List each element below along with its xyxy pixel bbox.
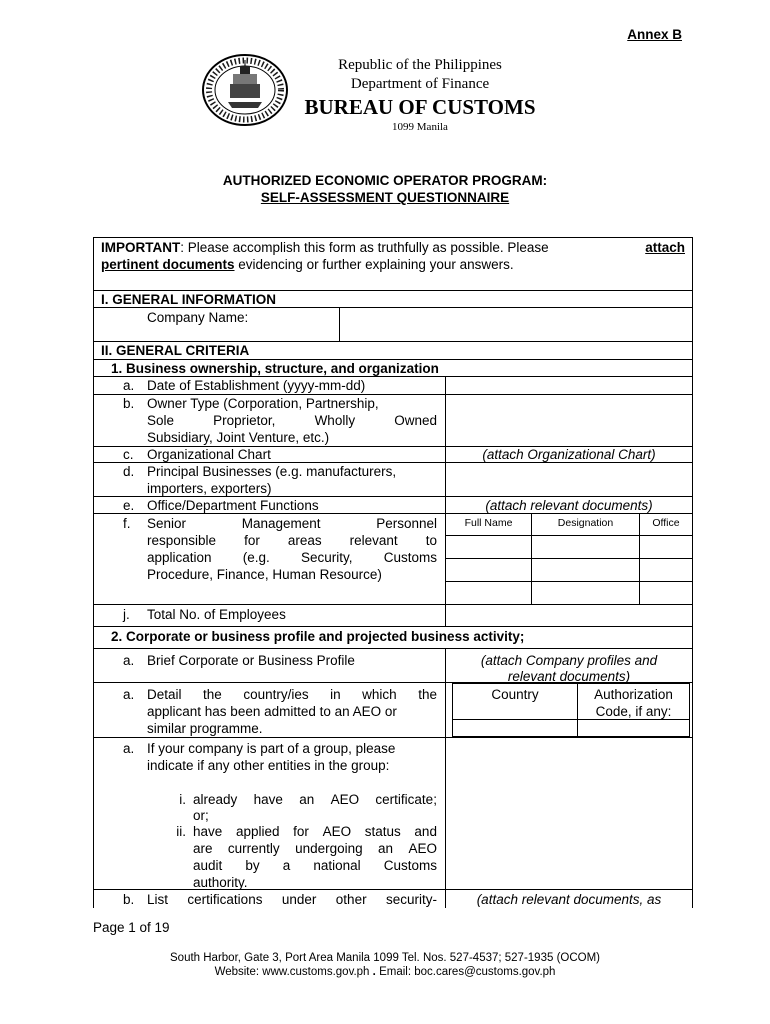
aeo-certificate-line2: or; <box>193 808 209 823</box>
section-general-criteria: II. GENERAL CRITERIA <box>101 343 250 358</box>
annex-label: Annex B <box>627 27 682 42</box>
city-text: 1099 Manila <box>392 121 448 133</box>
republic-text: Republic of the Philippines <box>338 57 502 73</box>
item-marker: b. <box>123 396 135 411</box>
item-marker: ii. <box>176 824 186 839</box>
total-employees-field[interactable] <box>447 606 691 625</box>
email-label: Email: <box>379 966 415 978</box>
owner-type-field[interactable] <box>447 396 691 445</box>
section-general-information: I. GENERAL INFORMATION <box>101 292 276 307</box>
item-marker: a. <box>123 653 135 668</box>
aeo-applied-line4: authority. <box>193 875 248 890</box>
item-marker: c. <box>123 447 134 462</box>
bureau-title: BUREAU OF CUSTOMS <box>304 95 536 119</box>
aeo-countries-line3: similar programme. <box>147 721 263 736</box>
corporate-profile-label: Brief Corporate or Business Profile <box>147 653 355 668</box>
item-marker: d. <box>123 464 135 479</box>
q2-heading: 2. Corporate or business profile and projected business activity; <box>111 629 525 644</box>
aeo-applied-line1: have applied for AEO status and <box>193 824 437 839</box>
aeo-countries-line2: applicant has been admitted to an AEO or <box>147 704 397 719</box>
item-marker: a. <box>123 741 135 756</box>
item-marker: f. <box>123 516 131 531</box>
item-marker: i. <box>179 792 186 807</box>
certifications-line1: List certifications under other security- <box>147 892 437 907</box>
office-functions-note: (attach relevant documents) <box>485 498 653 513</box>
date-of-establishment-field[interactable] <box>447 378 691 393</box>
item-marker: e. <box>123 498 135 513</box>
column-authorization-line1: Authorization <box>594 687 673 702</box>
certifications-note: (attach relevant documents, as <box>476 892 662 907</box>
column-country: Country <box>491 687 539 702</box>
website-label: Website: <box>214 966 263 978</box>
item-marker: a. <box>123 687 135 702</box>
email-link[interactable]: boc.cares@customs.gov.ph <box>414 966 556 978</box>
aeo-applied-line2: are currently undergoing an AEO <box>193 841 437 856</box>
page-number: Page 1 of 19 <box>93 920 170 935</box>
aeo-applied-line3: audit by a national Customs <box>193 858 437 873</box>
column-designation: Designation <box>557 517 614 529</box>
principal-businesses-line2: importers, exporters) <box>147 481 272 496</box>
separator: . <box>369 966 380 978</box>
group-entities-field[interactable] <box>447 739 691 888</box>
bureau-seal-logo <box>200 52 290 128</box>
website-link[interactable]: www.customs.gov.ph <box>262 966 370 978</box>
senior-management-line4: Procedure, Finance, Human Resource) <box>147 567 382 582</box>
total-employees-label: Total No. of Employees <box>147 607 286 622</box>
senior-management-line1: Senior Management Personnel <box>147 516 437 531</box>
aeo-certificate-line1: already have an AEO certificate; <box>193 792 437 807</box>
footer-contact <box>80 966 690 978</box>
corporate-profile-note-line2: relevant documents) <box>507 669 631 684</box>
owner-type-line2: Sole Proprietor, Wholly Owned <box>147 413 437 428</box>
principal-businesses-label: Principal Businesses (e.g. manufacturers, <box>147 464 397 479</box>
organizational-chart-label: Organizational Chart <box>147 447 271 462</box>
group-entities-line1: If your company is part of a group, please <box>147 741 396 756</box>
owner-type-label: Owner Type (Corporation, Partnership, <box>147 396 379 411</box>
senior-management-line3: application (e.g. Security, Customs <box>147 550 437 565</box>
item-marker: a. <box>123 378 135 393</box>
company-name-field[interactable] <box>341 309 691 339</box>
program-title: AUTHORIZED ECONOMIC OPERATOR PROGRAM: <box>222 173 548 188</box>
important-line2: pertinent documents evidencing or further explaining your answers. <box>101 257 514 272</box>
item-marker: j. <box>123 607 130 622</box>
corporate-profile-note-line1: (attach Company profiles and <box>480 653 658 668</box>
column-office: Office <box>652 517 680 529</box>
item-marker: b. <box>123 892 135 907</box>
organizational-chart-note: (attach Organizational Chart) <box>482 447 656 462</box>
aeo-countries-line1: Detail the country/ies in which the <box>147 687 437 702</box>
group-entities-line2: indicate if any other entities in the group: <box>147 758 390 773</box>
date-of-establishment-label: Date of Establishment (yyyy-mm-dd) <box>147 378 366 393</box>
q1-heading: 1. Business ownership, structure, and organization <box>111 361 439 376</box>
important-line1: IMPORTANT: Please accomplish this form as truthfully as possible. Please attach <box>101 240 685 255</box>
company-name-label: Company Name: <box>147 310 249 325</box>
senior-management-line2: responsible for areas relevant to <box>147 533 437 548</box>
footer-address: South Harbor, Gate 3, Port Area Manila 1099 Tel. Nos. 527-4537; 527-1935 (OCOM) <box>170 952 600 964</box>
office-functions-label: Office/Department Functions <box>147 498 319 513</box>
department-text: Department of Finance <box>350 76 490 92</box>
owner-type-line3: Subsidiary, Joint Venture, etc.) <box>147 430 330 445</box>
column-full-name: Full Name <box>464 517 513 529</box>
column-authorization-line2: Code, if any: <box>595 704 672 719</box>
questionnaire-title: SELF-ASSESSMENT QUESTIONNAIRE <box>260 190 510 205</box>
principal-businesses-field[interactable] <box>447 464 691 495</box>
